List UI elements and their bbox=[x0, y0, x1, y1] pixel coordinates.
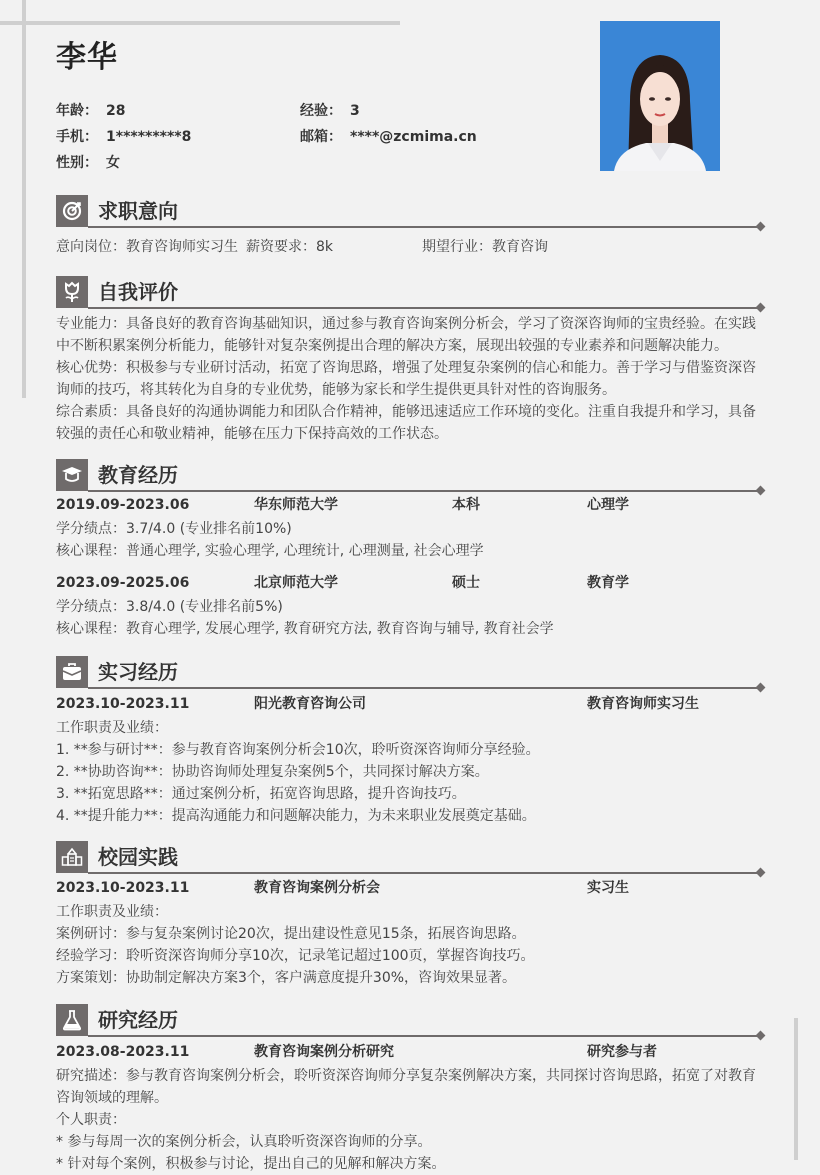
period: 2023.08-2023.11 bbox=[56, 1044, 190, 1060]
section-title: 自我评价 bbox=[98, 280, 178, 304]
section-job-intent bbox=[56, 195, 764, 258]
email-label: 邮箱： bbox=[300, 129, 342, 145]
text-line: 中不断积累案例分析能力，能够针对复杂案例提出合理的解决方案，展现出较强的专业素养和问题解决能力。 bbox=[56, 338, 728, 354]
text-line: 3. **拓宽思路**：通过案例分析，拓宽咨询思路，提升咨询技巧。 bbox=[56, 786, 466, 802]
text-line: 较强的责任心和敬业精神，能够在压力下保持高效的工作状态。 bbox=[56, 426, 448, 442]
major: 教育学 bbox=[587, 575, 629, 591]
text-line: 研究描述：参与教育咨询案例分析会，聆听资深咨询师分享复杂案例解决方案，共同探讨咨询思路，拓宽了对教育 bbox=[56, 1068, 756, 1084]
education-header-row bbox=[56, 572, 764, 594]
project: 教育咨询案例分析研究 bbox=[254, 1044, 394, 1060]
period: 2019.09-2023.06 bbox=[56, 497, 190, 513]
self-eval-text bbox=[56, 313, 764, 445]
education-entry bbox=[56, 494, 764, 562]
text-line: 工作职责及业绩： bbox=[56, 904, 168, 920]
role: 教育咨询师实习生 bbox=[587, 696, 699, 712]
text-line: 个人职责： bbox=[56, 1112, 126, 1128]
text-line: 方案策划：协助制定解决方案3个，客户满意度提升30%，咨询效果显著。 bbox=[56, 970, 517, 986]
internship-header-row bbox=[56, 693, 764, 715]
period: 2023.09-2025.06 bbox=[56, 575, 190, 591]
text-line: 综合素质：具备良好的沟通协调能力和团队合作精神，能够迅速适应工作环境的变化。注重自我提升和学习，具备 bbox=[56, 404, 756, 420]
target-icon bbox=[56, 195, 88, 227]
courses: 核心课程：普通心理学, 实验心理学, 心理统计, 心理测量, 社会心理学 bbox=[56, 543, 484, 559]
age-label: 年龄： bbox=[56, 103, 98, 119]
education-header-row bbox=[56, 494, 764, 516]
flower-icon bbox=[56, 276, 88, 308]
divider-diamond bbox=[756, 303, 766, 313]
candidate-name: 李华 bbox=[56, 40, 118, 75]
section-header bbox=[56, 656, 764, 688]
section-self-evaluation bbox=[56, 276, 764, 445]
intent-position: 意向岗位：教育咨询师实习生 bbox=[56, 239, 238, 255]
section-title: 教育经历 bbox=[98, 463, 178, 487]
profile-header bbox=[56, 36, 576, 171]
age-field bbox=[56, 100, 125, 120]
section-header bbox=[56, 841, 764, 873]
section-divider bbox=[88, 490, 760, 492]
email-field bbox=[300, 126, 477, 146]
text-line: 工作职责及业绩： bbox=[56, 720, 168, 736]
graduation-cap-icon bbox=[56, 459, 88, 491]
gpa: 学分绩点：3.7/4.0 (专业排名前10%) bbox=[56, 521, 292, 537]
school: 北京师范大学 bbox=[254, 575, 338, 591]
profile-photo bbox=[600, 21, 720, 171]
text-line: 询师的技巧，将其转化为自身的专业优势，能够为家长和学生提供更具针对性的咨询服务。 bbox=[56, 382, 616, 398]
gender-label: 性别： bbox=[56, 155, 98, 171]
major: 心理学 bbox=[587, 497, 629, 513]
section-divider bbox=[88, 307, 760, 309]
phone-field bbox=[56, 126, 191, 146]
research-entry bbox=[56, 1041, 764, 1175]
section-header bbox=[56, 195, 764, 227]
divider-diamond bbox=[756, 1031, 766, 1041]
phone-value: 1*********8 bbox=[106, 129, 192, 145]
text-line: * 针对每个案例，积极参与讨论，提出自己的见解和解决方案。 bbox=[56, 1156, 446, 1172]
section-internship bbox=[56, 656, 764, 827]
role: 研究参与者 bbox=[587, 1044, 657, 1060]
school: 华东师范大学 bbox=[254, 497, 338, 513]
period: 2023.10-2023.11 bbox=[56, 880, 190, 896]
text-line: * 参与每周一次的案例分析会，认真聆听资深咨询师的分享。 bbox=[56, 1134, 432, 1150]
campus-header-row bbox=[56, 877, 764, 899]
section-header bbox=[56, 459, 764, 491]
portrait-icon bbox=[600, 21, 720, 171]
flask-icon bbox=[56, 1004, 88, 1036]
experience-field bbox=[300, 100, 360, 120]
section-education bbox=[56, 459, 764, 640]
degree: 本科 bbox=[452, 497, 480, 513]
experience-value: 3 bbox=[350, 103, 360, 119]
section-divider bbox=[88, 687, 760, 689]
text-line: 经验学习：聆听资深咨询师分享10次，记录笔记超过100页，掌握咨询技巧。 bbox=[56, 948, 535, 964]
organization: 教育咨询案例分析会 bbox=[254, 880, 380, 896]
section-campus-practice bbox=[56, 841, 764, 989]
section-title: 校园实践 bbox=[98, 845, 178, 869]
text-line: 案例研讨：参与复杂案例讨论20次，提出建设性意见15条，拓展咨询思路。 bbox=[56, 926, 526, 942]
section-header bbox=[56, 1004, 764, 1036]
decor-left-bar bbox=[22, 0, 26, 398]
intent-industry: 期望行业：教育咨询 bbox=[422, 239, 548, 255]
intent-salary: 薪资要求：8k bbox=[246, 239, 334, 255]
research-header-row bbox=[56, 1041, 764, 1063]
email-value: ****@zcmima.cn bbox=[350, 129, 477, 145]
text-line: 核心优势：积极参与专业研讨活动，拓宽了咨询思路，增强了处理复杂案例的信心和能力。善于学习与借鉴资深咨 bbox=[56, 360, 756, 376]
intent-row bbox=[56, 236, 764, 258]
section-divider bbox=[88, 1035, 760, 1037]
age-value: 28 bbox=[106, 103, 126, 119]
section-title: 实习经历 bbox=[98, 660, 178, 684]
experience-label: 经验： bbox=[300, 103, 342, 119]
divider-diamond bbox=[756, 683, 766, 693]
briefcase-icon bbox=[56, 656, 88, 688]
school-building-icon bbox=[56, 841, 88, 873]
section-divider bbox=[88, 226, 760, 228]
decor-top-bar bbox=[0, 21, 400, 25]
role: 实习生 bbox=[587, 880, 629, 896]
education-entry bbox=[56, 572, 764, 640]
decor-right-bar bbox=[794, 1018, 798, 1160]
phone-label: 手机： bbox=[56, 129, 98, 145]
text-line: 专业能力：具备良好的教育咨询基础知识，通过参与教育咨询案例分析会，学习了资深咨询师的宝贵经验。在实践 bbox=[56, 316, 756, 332]
text-line: 1. **参与研讨**：参与教育咨询案例分析会10次，聆听资深咨询师分享经验。 bbox=[56, 742, 540, 758]
gender-field bbox=[56, 152, 120, 172]
section-title: 求职意向 bbox=[98, 199, 178, 223]
divider-diamond bbox=[756, 222, 766, 232]
text-line: 2. **协助咨询**：协助咨询师处理复杂案例5个，共同探讨解决方案。 bbox=[56, 764, 489, 780]
text-line: 4. **提升能力**：提高沟通能力和问题解决能力，为未来职业发展奠定基础。 bbox=[56, 808, 536, 824]
degree: 硕士 bbox=[452, 575, 480, 591]
section-divider bbox=[88, 872, 760, 874]
section-research bbox=[56, 1004, 764, 1175]
company: 阳光教育咨询公司 bbox=[254, 696, 366, 712]
period: 2023.10-2023.11 bbox=[56, 696, 190, 712]
divider-diamond bbox=[756, 868, 766, 878]
gender-value: 女 bbox=[106, 155, 120, 171]
gpa: 学分绩点：3.8/4.0 (专业排名前5%) bbox=[56, 599, 283, 615]
courses: 核心课程：教育心理学, 发展心理学, 教育研究方法, 教育咨询与辅导, 教育社会学 bbox=[56, 621, 554, 637]
internship-entry bbox=[56, 693, 764, 827]
section-title: 研究经历 bbox=[98, 1008, 178, 1032]
campus-entry bbox=[56, 877, 764, 989]
section-header bbox=[56, 276, 764, 308]
text-line: 咨询领域的理解。 bbox=[56, 1090, 168, 1106]
